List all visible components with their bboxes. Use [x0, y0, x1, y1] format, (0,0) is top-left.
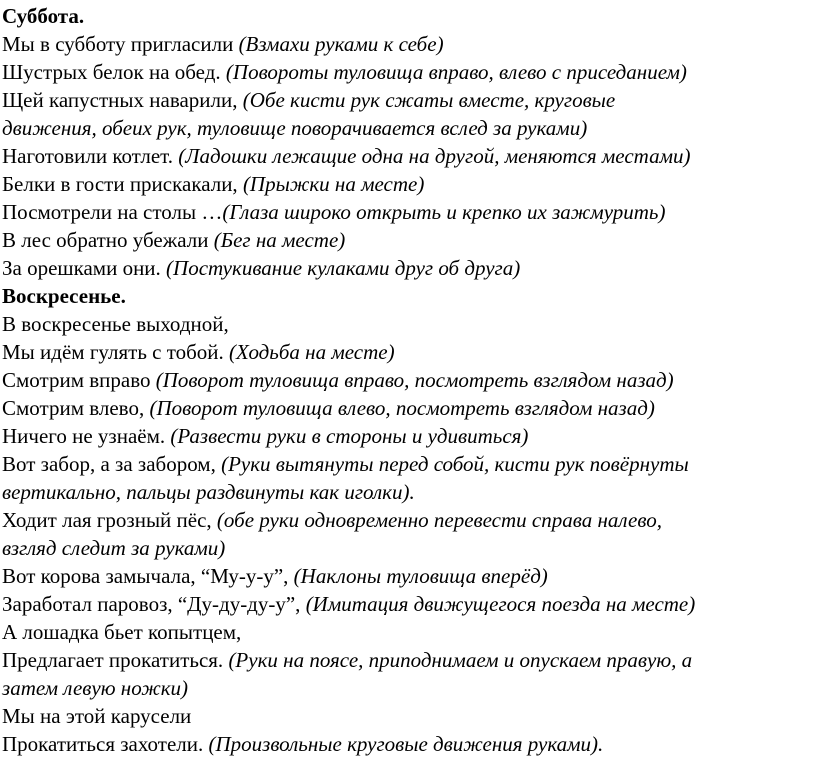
verse-line — [2, 646, 814, 674]
verse-line — [2, 114, 814, 142]
verse-text: Смотрим влево, — [2, 396, 150, 420]
sunday-verse — [2, 310, 814, 758]
verse-line — [2, 86, 814, 114]
verse-line — [2, 30, 814, 58]
verse-line — [2, 170, 814, 198]
verse-text: В воскресенье выходной, — [2, 312, 229, 336]
verse-line — [2, 142, 814, 170]
verse-text: Предлагает прокатиться. — [2, 648, 229, 672]
verse-line — [2, 422, 814, 450]
verse-text: Вот корова замычала, “Му-у-у”, — [2, 564, 294, 588]
verse-text: Мы на этой карусели — [2, 704, 192, 728]
movement-instruction: (Постукивание кулаками друг об друга) — [166, 256, 521, 280]
verse-text: Щей капустных наварили, — [2, 88, 243, 112]
verse-text: Заработал паровоз, “Ду-ду-ду-у”, — [2, 592, 306, 616]
movement-instruction: (Бег на месте) — [213, 228, 346, 252]
verse-line — [2, 338, 814, 366]
movement-instruction: (Ходьба на месте) — [229, 340, 395, 364]
verse-line — [2, 702, 814, 730]
verse-text: Мы идём гулять с тобой. — [2, 340, 230, 364]
verse-line — [2, 478, 814, 506]
verse-text: Ничего не узнаём. — [2, 424, 171, 448]
verse-line — [2, 450, 814, 478]
verse-text: Мы в субботу пригласили — [2, 32, 239, 56]
movement-instruction: (Ладошки лежащие одна на другой, меняются местами) — [178, 144, 691, 168]
verse-line — [2, 254, 814, 282]
movement-instruction: (Обе кисти рук сжаты вместе, круговые — [242, 88, 616, 112]
movement-instruction: (Наклоны туловища вперёд) — [293, 564, 548, 588]
verse-line — [2, 198, 814, 226]
movement-instruction: (Поворот туловища влево, посмотреть взглядом назад) — [149, 396, 655, 420]
verse-text: Белки в гости прискакали, — [2, 172, 243, 196]
movement-instruction: (Глаза широко открыть и крепко их зажмурить) — [222, 200, 666, 224]
verse-line — [2, 730, 814, 758]
movement-instruction: (Прыжки на месте) — [242, 172, 425, 196]
verse-line — [2, 534, 814, 562]
verse-text: За орешками они. — [2, 256, 167, 280]
verse-text: Посмотрели на столы … — [2, 200, 223, 224]
verse-line — [2, 562, 814, 590]
verse-line — [2, 590, 814, 618]
movement-instruction: затем левую ножки) — [2, 676, 189, 700]
section-heading-saturday: Суббота. — [2, 4, 85, 28]
verse-line — [2, 366, 814, 394]
movement-instruction: движения, обеих рук, туловище поворачивается вслед за руками) — [2, 116, 588, 140]
verse-text: Шустрых белок на обед. — [2, 60, 226, 84]
verse-text: Вот забор, а за забором, — [2, 452, 222, 476]
verse-line — [2, 674, 814, 702]
document-page — [2, 2, 814, 758]
movement-instruction: (Произвольные круговые движения руками). — [208, 732, 604, 756]
movement-instruction: (Поворот туловища вправо, посмотреть взглядом назад) — [155, 368, 674, 392]
verse-text: Наготовили котлет. — [2, 144, 179, 168]
movement-instruction: (Имитация движущегося поезда на месте) — [305, 592, 696, 616]
movement-instruction: взгляд следит за руками) — [2, 536, 226, 560]
verse-line — [2, 226, 814, 254]
verse-text: А лошадка бьет копытцем, — [2, 620, 242, 644]
verse-line — [2, 394, 814, 422]
verse-text: Прокатиться захотели. — [2, 732, 209, 756]
movement-instruction: (Развести руки в стороны и удивиться) — [170, 424, 529, 448]
verse-line — [2, 58, 814, 86]
verse-line — [2, 310, 814, 338]
movement-instruction: (обе руки одновременно перевести справа налево, — [216, 508, 662, 532]
movement-instruction: (Руки на поясе, приподнимаем и опускаем правую, а — [228, 648, 693, 672]
saturday-verse — [2, 30, 814, 282]
section-heading-sunday: Воскресенье. — [2, 284, 126, 308]
movement-instruction: вертикально, пальцы раздвинуты как иголки). — [2, 480, 415, 504]
movement-instruction: (Повороты туловища вправо, влево с приседанием) — [225, 60, 687, 84]
movement-instruction: (Руки вытянуты перед собой, кисти рук повёрнуты — [221, 452, 689, 476]
verse-line — [2, 506, 814, 534]
verse-line — [2, 618, 814, 646]
movement-instruction: (Взмахи руками к себе) — [238, 32, 444, 56]
verse-text: В лес обратно убежали — [2, 228, 214, 252]
verse-text: Смотрим вправо — [2, 368, 156, 392]
verse-text: Ходит лая грозный пёс, — [2, 508, 217, 532]
